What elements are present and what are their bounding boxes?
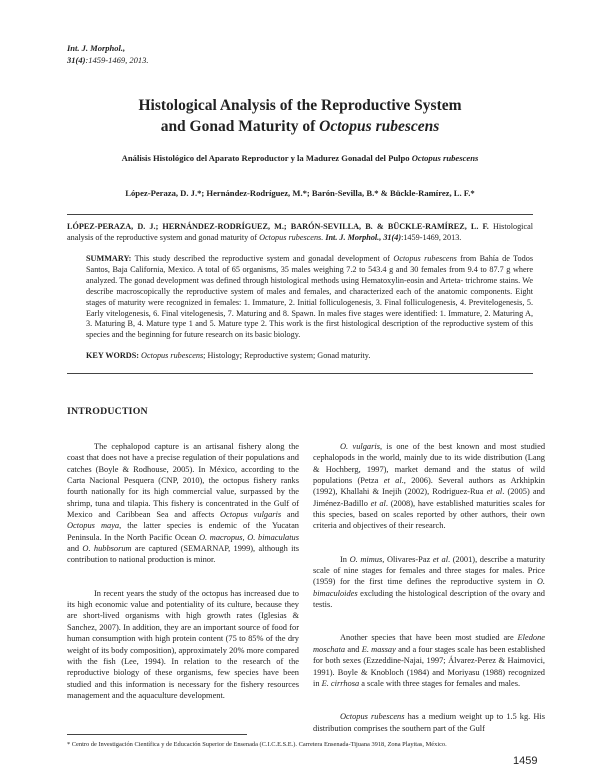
left-paragraph-2: In recent years the study of the octopus has increased due to its high economic value and potentiality of its culture, because they are short-lived organisms with high growth rates (Iglesias & Sanchez, 2007). In addition, they are an important source of food for human consumption with high protein content (75 to 85% of the dry weight of its body composition), approximately 20% more compared with the fish (Lee, 1994). In relation to the research of the reproductive biology of these organisms, few species have been studied and this information is necessary for the fishery resources management and the aquaculture development. xyxy=(67,588,299,700)
footnote-divider xyxy=(67,734,247,735)
journal-name: Int. J. Morphol., xyxy=(67,43,126,53)
article-title xyxy=(60,95,540,137)
et-al-2: et al xyxy=(486,487,503,497)
citation-journal-name: Int. J. Morphol., 31(4) xyxy=(323,233,402,242)
et-al-1: et al xyxy=(383,476,402,486)
et-al-4: et al xyxy=(432,554,449,564)
right-p4-text-a: has a medium weight up to 1.5 kg. His distribution comprises the southern part of the Gulf xyxy=(313,712,545,733)
right-paragraph-4 xyxy=(313,711,545,734)
et-al-3: et al xyxy=(370,498,386,508)
right-p2-text-a: In xyxy=(340,554,350,564)
right-p1-text-d: . (2008), have established maturities scales for this species, based on scales reported by other authors, their own criteria and objectives of their research. xyxy=(313,498,545,531)
journal-pages: :1459-1469, 2013. xyxy=(85,55,149,65)
species-eledone-moschata: Eledone moschata xyxy=(313,633,545,654)
right-p1-text-a: , is one of the best known and most studied cephalopods in the world, mainly due to its wide distribution (Lang & Hochberg, 1997), market demand and the status of wild populations (Petza xyxy=(313,442,546,486)
keywords xyxy=(86,350,533,361)
right-paragraph-1 xyxy=(313,441,545,532)
left-p1-text-a: The cephalopod capture is an artisanal fishery along the coast that does not have a precise regulation of their populations and catches (Boyle & Rodhouse, 2005). In México, according to the Carta Nacional Pesquera (CNP, 2010), the octopus fishery ranks fourth nationally for its high commercial value, surpassed by the shrimp, tuna and tilapia. This fishery is concentrated in the Gulf of Mexico and Caribbean Sea and affects xyxy=(67,442,299,520)
divider-top xyxy=(67,214,533,215)
spanish-title xyxy=(60,153,540,163)
left-p1-text-d: and xyxy=(67,544,83,554)
species-o-vulgaris: Octopus vulgaris xyxy=(220,510,282,520)
title-line-2 xyxy=(60,116,540,137)
right-p2-text-d: excluding the histological description of the ovary and testis. xyxy=(313,588,545,610)
right-paragraph-2 xyxy=(313,554,545,611)
citation xyxy=(67,221,533,243)
left-p1-text-c: , the latter species is endemic of the Yucatan Peninsula. In the North Pacific Ocean xyxy=(67,521,299,542)
summary-text-2: from Bahía de Todos Santos, Baja California, Mexico. A total of 65 organisms, 35 males weighing 7.2 to 543.4 g and 30 females from 9.4 to 87.7 g where analyzed. The gonad development was defined through histological methods using Hematoxylin-eosin and Arteta- trichrome stains. We describe macroscopically the reproductive system of males and females, and characterized each of the anatomic components. Eight stages of maturity were recognized in females: 1. Immature, 2. Initial folliculogenesis, 3. Final folliculogenesis, 4. Previtelogenesis, 5. Early vitelogenesis, 6. Final vitelogenesis, 7. Maturing and 8. Spawn. In males five stages were identified: 1. Immature, 2. Maturing A, 3. Maturing B, 4. Mature type 1 and 5. Mature type 2. This work is the first histological description of the reproductive system of this species and the beginning for future research on its basic biology. xyxy=(86,254,534,340)
right-p2-text-b: , Olivares-Paz xyxy=(382,554,433,564)
summary-species: Octopus rubescens xyxy=(393,254,457,263)
divider-bottom xyxy=(67,373,533,374)
species-e-massay: E. massay xyxy=(361,644,396,654)
right-p3-text-d: a scale with three stages for females and males. xyxy=(359,678,521,688)
right-column xyxy=(313,441,545,734)
page-number: 1459 xyxy=(513,755,538,767)
left-column xyxy=(67,441,299,701)
right-p3-text-b: and xyxy=(345,644,362,654)
right-p2-text-c: . (2001), describe a maturity scale of nine stages for females and three stages for males. Price (1959) for the first time defines the reproductive system in xyxy=(313,554,546,587)
right-p3-text-a: Another species that have been most studied are xyxy=(340,633,518,643)
journal-volume: 31(4) xyxy=(67,55,86,65)
summary-text-1: This study described the reproductive system and gonadal development of xyxy=(131,254,394,263)
citation-journal xyxy=(323,233,401,242)
title-species: Octopus rubescens xyxy=(319,118,440,135)
species-o-rubescens: Octopus rubescens xyxy=(340,712,405,722)
right-p1-text-c: . (2005) and Jiménez-Badillo xyxy=(313,487,545,508)
spanish-title-text: Análisis Histológico del Aparato Reproductor y la Madurez Gonadal del Pulpo xyxy=(121,153,412,163)
right-p1-text-b: ., 2006). Several authors as Arkhipkin (1992), Khallahi & Inejih (2002), Rodriguez-Rua xyxy=(313,476,545,497)
footnote: * Centro de Investigación Científica y de Educación Superior de Ensenada (C.I.C.E.S.E.). Carretera Ensenada-Tijuana 3918, Zona Playitas, México. xyxy=(67,741,447,748)
species-o-hubbsorum: O. hubbsorum xyxy=(82,544,132,554)
keywords-label: KEY WORDS: xyxy=(86,351,142,360)
species-o-mimus: O. mimus xyxy=(349,554,383,564)
right-p3-text-c: and a four stages scale has been established for both sexes (Ezzeddine-Najai, 1997; Álvarez-Perez & Haimovici, 1991). Boyle & Knobloch (1984) and Moriyasu (1988) recognized in xyxy=(313,644,546,688)
citation-species: Octopus rubescens. xyxy=(259,233,324,242)
left-p1-text-b: and xyxy=(281,510,299,520)
species-o-bimaculoides: O. bimaculoides xyxy=(313,577,545,598)
author-list: López-Peraza, D. J.*; Hernández-Rodríguez, M.*; Barón-Sevilla, B.* & Bückle-Ramírez, L. F.* xyxy=(125,188,475,198)
journal-reference xyxy=(67,42,148,66)
right-paragraph-3 xyxy=(313,632,545,689)
title-line-1: Histological Analysis of the Reproductive System xyxy=(138,97,462,114)
citation-pages: :1459-1469, 2013. xyxy=(401,233,462,242)
summary-label: SUMMARY: xyxy=(86,254,132,263)
spanish-title-species: Octopus rubescens xyxy=(411,153,479,163)
species-o-vulgaris-2: O. vulgaris xyxy=(340,442,380,451)
section-heading-introduction: INTRODUCTION xyxy=(67,406,148,417)
species-o-maya: Octopus maya xyxy=(67,521,120,531)
left-p1-text-e: are captured (SEMARNAP, 1999), although its contribution to national production is minor. xyxy=(67,544,300,565)
title-line-2-text: and Gonad Maturity of xyxy=(160,118,320,135)
left-paragraph-1 xyxy=(67,441,299,566)
keywords-species: Octopus rubescens xyxy=(141,351,204,360)
citation-authors: LÓPEZ-PERAZA, D. J.; HERNÁNDEZ-RODRÍGUEZ, M.; BARÓN-SEVILLA, B. & BÜCKLE-RAMÍREZ, L. F. xyxy=(67,222,489,231)
species-e-cirrhosa: E. cirrhosa xyxy=(321,678,360,688)
species-o-macropus: O. macropus, O. bimaculatus xyxy=(198,532,299,542)
citation-title: Histological analysis of the reproductive system and gonad maturity of xyxy=(67,222,533,242)
keywords-rest: ; Histology; Reproductive system; Gonad maturity. xyxy=(203,351,371,360)
summary-abstract xyxy=(86,254,533,341)
